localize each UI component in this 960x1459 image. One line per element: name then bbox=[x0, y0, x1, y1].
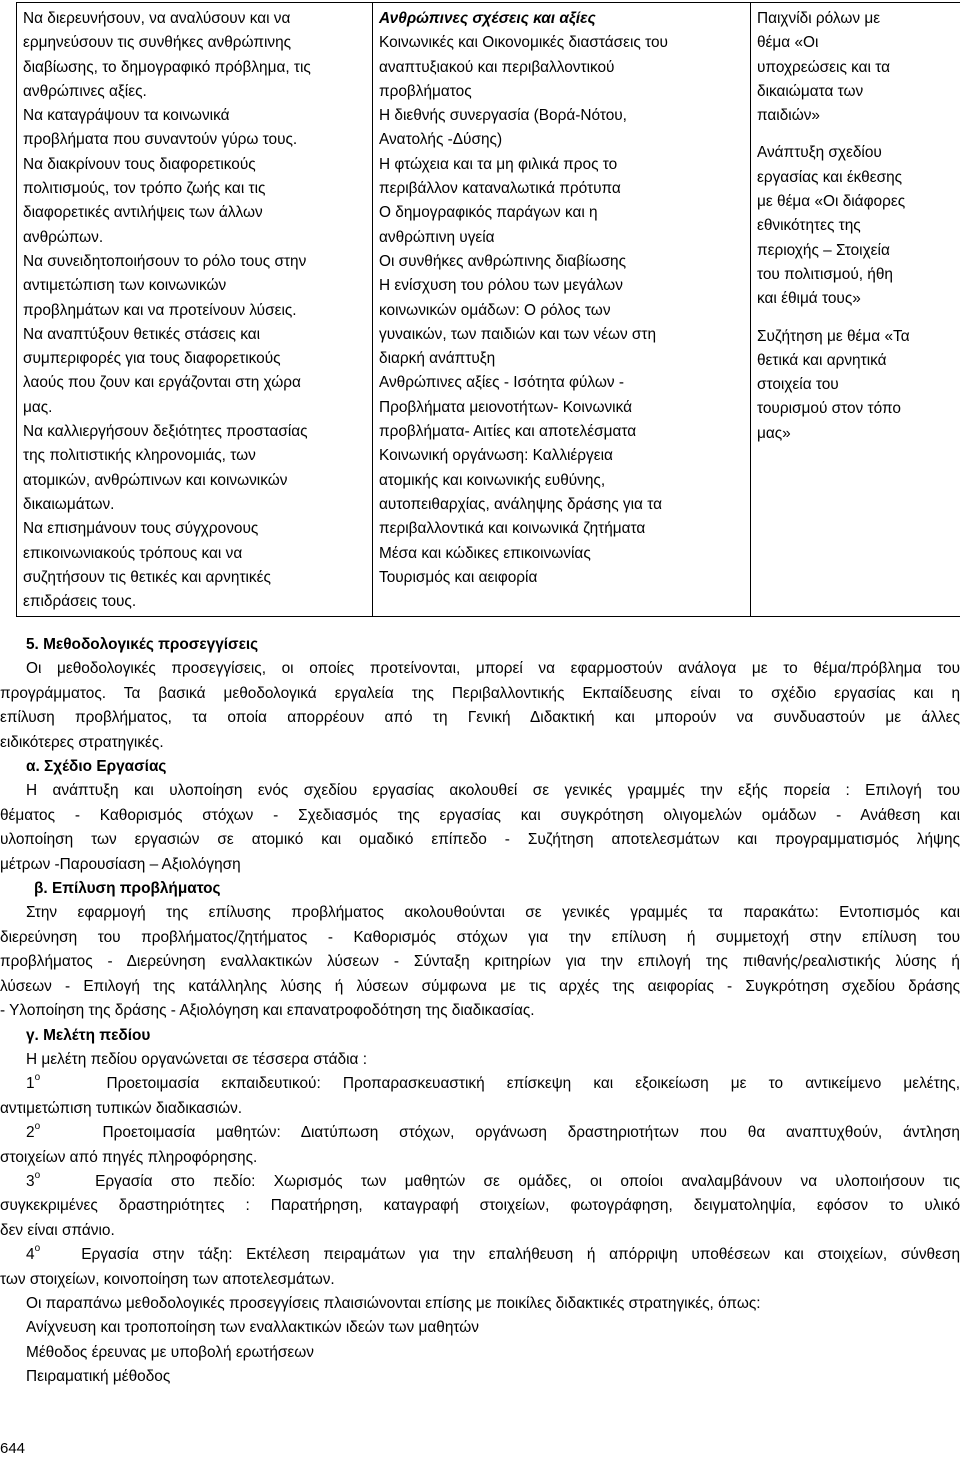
activity-line: υποχρεώσεις και τα bbox=[757, 58, 891, 76]
paragraph-line: μέτρων -Παρουσίαση – Αξιολόγηση bbox=[0, 855, 241, 873]
activity-line: περιοχής – Στοιχεία bbox=[757, 241, 890, 259]
activity-line: του πολιτισμού, ήθη bbox=[757, 265, 893, 283]
stage-text: αντιμετώπιση τυπικών διαδικασιών. bbox=[0, 1099, 243, 1117]
objective-line: επιδράσεις τους. bbox=[23, 593, 137, 611]
stage-text: Εργασία στην τάξη: Εκτέλεση πειραμάτων για την επαλήθευση ή απόρριψη υποθέσεων και στοιχείων, σύνθεση bbox=[81, 1246, 960, 1264]
activity-line: Ανάπτυξη σχεδίου bbox=[757, 144, 882, 162]
paragraph-line: ειδικότερες στρατηγικές. bbox=[0, 733, 164, 751]
topic-line: αυτοπειθαρχίας, ανάληψης δράσης για τα bbox=[379, 495, 662, 513]
stage-line bbox=[0, 1170, 960, 1194]
field-study-heading: γ. Μελέτη πεδίου bbox=[26, 1026, 151, 1044]
topic-line: ατομικής και κοινωνικής ευθύνης, bbox=[379, 471, 606, 489]
objective-line: ανθρώπινες αξίες. bbox=[23, 82, 147, 100]
objective-line: προβλήματα που συναντούν γύρω τους. bbox=[23, 131, 298, 149]
activity-role-play bbox=[757, 7, 958, 128]
content-table bbox=[16, 2, 960, 617]
topic-line: προβλήματος bbox=[379, 82, 472, 100]
topic-line: Ανθρώπινες αξίες - Ισότητα φύλων - bbox=[379, 374, 625, 392]
objective-line: συμπεριφορές για τους διαφορετικούς bbox=[23, 350, 281, 368]
strategy-item: Ανίχνευση και τροποποίηση των εναλλακτικών ιδεών των μαθητών bbox=[26, 1319, 479, 1337]
objective-line: δικαιωμάτων. bbox=[23, 495, 115, 513]
activity-line: δικαιώματα των bbox=[757, 82, 864, 100]
objective-line: επικοινωνιακούς τρόπους και να bbox=[23, 544, 243, 562]
objectives-column bbox=[17, 3, 373, 617]
closing-text: Οι παραπάνω μεθοδολογικές προσεγγίσεις πλαισιώνονται επίσης με ποικίλες διδακτικές στρατηγικές, όπως: bbox=[26, 1294, 761, 1312]
page-number: 644 bbox=[0, 1440, 26, 1457]
topic-line: Η φτώχεια και τα μη φιλικά προς το bbox=[379, 155, 618, 173]
project-body bbox=[0, 779, 960, 877]
activity-line: εργασίας και έκθεσης bbox=[757, 168, 903, 186]
topic-line: διαρκή ανάπτυξη bbox=[379, 350, 496, 368]
topic-line: Η ενίσχυση του ρόλου των μεγάλων bbox=[379, 277, 623, 295]
objective-line: Να καλλιεργήσουν δεξιότητες προστασίας bbox=[23, 423, 308, 441]
objective-line: Να διακρίνουν τους διαφορετικούς bbox=[23, 155, 256, 173]
problem-solving-body bbox=[0, 901, 960, 1023]
methodology-section bbox=[0, 633, 960, 1390]
topic-line: Προβλήματα μειονοτήτων- Κοινωνικά bbox=[379, 398, 632, 416]
topic-line: Η διεθνής συνεργασία (Βορά-Νότου, bbox=[379, 107, 627, 125]
stage-line bbox=[0, 1121, 960, 1145]
strategy-item: Πειραματική μέθοδος bbox=[26, 1368, 171, 1386]
section-heading: 5. Μεθοδολογικές προσεγγίσεις bbox=[26, 636, 259, 653]
topic-line: γυναικών, των παιδιών και των νέων στη bbox=[379, 325, 657, 343]
topics-column bbox=[373, 3, 751, 617]
paragraph-line: διερεύνηση του προβλήματος/ζητήματος - Καθορισμός στόχων για την επίλυση ή συμμετοχή στην επίλυση του bbox=[0, 928, 960, 946]
stage-text: στοιχείων από πηγές πληροφόρησης. bbox=[0, 1148, 258, 1166]
topic-line: Κοινωνικές και Οικονομικές διαστάσεις του bbox=[379, 34, 668, 52]
activity-line: και έθιμά τους» bbox=[757, 290, 861, 308]
stage-ordinal: ο bbox=[34, 1121, 41, 1133]
objective-line: ανθρώπων. bbox=[23, 228, 104, 246]
field-study-stages bbox=[0, 1072, 960, 1292]
activity-project bbox=[757, 141, 958, 311]
section-intro bbox=[0, 657, 960, 755]
objective-line: ατομικών, ανθρώπινων και κοινωνικών bbox=[23, 471, 288, 489]
stage-text: Προετοιμασία μαθητών: Διατύπωση στόχων, οργάνωση δραστηριοτήτων που θα αναπτυχθούν, άντληση bbox=[102, 1124, 960, 1142]
paragraph-line: προγράμματος. Τα βασικά μεθοδολογικά εργαλεία της Περιβαλλοντικής Εκπαίδευσης είναι το σχέδιο εργασίας και η bbox=[0, 684, 960, 702]
paragraph-line: επίλυση προβλήματος, τα οποία απορρέουν από τη Γενική Διδακτική και μπορούν να συνδυαστούν με άλλες bbox=[0, 709, 960, 727]
topic-line: περιβαλλοντικά και κοινωνικά ζητήματα bbox=[379, 520, 646, 538]
activity-line: τουρισμού στον τόπο bbox=[757, 400, 901, 418]
paragraph-line: - Υλοποίηση της δράσης - Αξιολόγηση και επανατροφοδότηση της διαδικασίας. bbox=[0, 1002, 535, 1020]
strategy-item: Μέθοδος έρευνας με υποβολή ερωτήσεων bbox=[26, 1343, 314, 1361]
objective-line: πολιτισμούς, τον τρόπο ζωής και τις bbox=[23, 180, 266, 198]
activity-line: θετικά και αρνητικά bbox=[757, 351, 887, 369]
topic-line: ανθρώπινη υγεία bbox=[379, 228, 495, 246]
paragraph-line: προβλήματος - Διερεύνηση εναλλακτικών λύσεων - Σύνταξη κριτηρίων για την επιλογή της πιθανής/ρεαλιστικής λύσης ή bbox=[0, 953, 960, 971]
activity-line: Παιχνίδι ρόλων με bbox=[757, 10, 881, 27]
stage-number: 3 bbox=[26, 1172, 35, 1190]
activity-line: Συζήτηση με θέμα «Τα bbox=[757, 327, 910, 345]
activity-line: με θέμα «Οι διάφορες bbox=[757, 193, 906, 211]
topic-line: Τουρισμός και αειφορία bbox=[379, 568, 538, 586]
objective-line: διαβίωσης, το δημογραφικό πρόβλημα, τις bbox=[23, 58, 311, 76]
stage-ordinal: ο bbox=[34, 1072, 41, 1084]
activity-line: παιδιών» bbox=[757, 107, 820, 125]
field-study-intro: Η μελέτη πεδίου οργανώνεται σε τέσσερα στάδια : bbox=[26, 1050, 367, 1068]
objective-line: Να αναπτύξουν θετικές στάσεις και bbox=[23, 325, 261, 343]
stage-ordinal: ο bbox=[34, 1169, 41, 1181]
stage-number: 1 bbox=[26, 1075, 35, 1093]
topics-list bbox=[379, 31, 744, 590]
problem-solving-heading: β. Επίλυση προβλήματος bbox=[34, 880, 221, 898]
objective-line: διαφορετικές αντιλήψεις των άλλων bbox=[23, 204, 263, 222]
topic-line: κοινωνικών ομάδων: Ο ρόλος των bbox=[379, 301, 611, 319]
objective-line: λαούς που ζουν και εργάζονται στη χώρα bbox=[23, 374, 301, 392]
stage-text: δεν είναι σπάνιο. bbox=[0, 1221, 115, 1239]
topic-line: προβλήματα- Αιτίες και αποτελέσματα bbox=[379, 423, 637, 441]
stage-text: Προετοιμασία εκπαιδευτικού: Προπαρασκευαστική επίσκεψη και εξοικείωση με το αντικείμενο μελέτης, bbox=[106, 1075, 960, 1093]
objective-line: Να καταγράψουν τα κοινωνικά bbox=[23, 107, 230, 125]
topic-line: περιβάλλον καταναλωτικά πρότυπα bbox=[379, 180, 621, 198]
objectives-list bbox=[23, 7, 366, 614]
objective-line: συζητήσουν τις θετικές και αρνητικές bbox=[23, 568, 271, 586]
stage-text: συγκεκριμένες δραστηριότητες : Παρατήρηση, καταγραφή στοιχείων, φωτογράφηση, δειγματοληψία, εφόσον το υλικό bbox=[0, 1197, 960, 1215]
topic-line: αναπτυξιακού και περιβαλλοντικού bbox=[379, 58, 615, 76]
activity-line: εθνικότητες της bbox=[757, 217, 861, 235]
activity-line: στοιχεία του bbox=[757, 376, 839, 394]
paragraph-line: λύσεων - Επιλογή της κατάλληλης λύσης ή λύσεων σύμφωνα με τις αρχές της αειφορίας - Συγκρότηση σχεδίου δράσης bbox=[0, 977, 960, 995]
objective-line: της πολιτιστικής κληρονομιάς, των bbox=[23, 447, 256, 465]
stage-text: των στοιχείων, κοινοποίηση των αποτελεσμάτων. bbox=[0, 1270, 335, 1288]
topic-line: Κοινωνική οργάνωση: Καλλιέργεια bbox=[379, 447, 613, 465]
stage-number: 2 bbox=[26, 1124, 35, 1142]
objective-line: Να συνειδητοποιήσουν το ρόλο τους στην bbox=[23, 252, 307, 270]
topic-line: Ο δημογραφικός παράγων και η bbox=[379, 204, 598, 222]
topic-line: Οι συνθήκες ανθρώπινης διαβίωσης bbox=[379, 252, 626, 270]
paragraph-line: Οι μεθοδολογικές προσεγγίσεις, οι οποίες προτείνονται, μπορεί να εφαρμοστούν ανάλογα με το θέμα/πρόβλημα του bbox=[26, 660, 960, 678]
objective-line: μας. bbox=[23, 398, 53, 416]
objective-line: προβλημάτων και να προτείνουν λύσεις. bbox=[23, 301, 297, 319]
project-heading: α. Σχέδιο Εργασίας bbox=[26, 758, 167, 776]
objective-line: αντιμετώπιση των κοινωνικών bbox=[23, 277, 227, 295]
activity-discussion bbox=[757, 325, 958, 446]
stage-line bbox=[0, 1072, 960, 1096]
stage-text: Εργασία στο πεδίο: Χωρισμός των μαθητών σε ομάδες, οι οποίοι αναλαμβάνουν να υλοποιήσουν τις bbox=[95, 1172, 960, 1190]
objective-line: Να επισημάνουν τους σύγχρονους bbox=[23, 520, 259, 538]
activity-line: θέμα «Οι bbox=[757, 34, 819, 52]
activity-line: μας» bbox=[757, 424, 791, 442]
topics-heading: Ανθρώπινες σχέσεις και αξίες bbox=[379, 10, 596, 27]
stage-ordinal: ο bbox=[34, 1243, 41, 1255]
paragraph-line: Στην εφαρμογή της επίλυσης προβλήματος ακολουθούνται σε γενικές γραμμές τα παρακάτω: Εντοπισμός και bbox=[26, 904, 960, 922]
topic-line: Μέσα και κώδικες επικοινωνίας bbox=[379, 544, 591, 562]
objective-line: Να διερευνήσουν, να αναλύσουν και να bbox=[23, 10, 291, 27]
paragraph-line: θέματος - Καθορισμός στόχων - Σχεδιασμός της εργασίας και συγκρότηση ολιγομελών ομάδων - Ανάθεση και bbox=[0, 806, 960, 824]
paragraph-line: υλοποίηση των εργασιών σε ατομικό και ομαδικό επίπεδο - Συζήτηση αποτελεσμάτων και προγραμματισμός λήψης bbox=[0, 831, 960, 849]
activities-column bbox=[751, 3, 960, 617]
objective-line: ερμηνεύσουν τις συνθήκες ανθρώπινης bbox=[23, 34, 292, 52]
strategies-list bbox=[0, 1316, 960, 1389]
stage-number: 4 bbox=[26, 1246, 35, 1264]
topic-line: Ανατολής -Δύσης) bbox=[379, 131, 503, 149]
paragraph-line: Η ανάπτυξη και υλοποίηση ενός σχεδίου εργασίας ακολουθεί σε γενικές γραμμές την εξής πορεία : Επιλογή του bbox=[26, 782, 960, 800]
stage-line bbox=[0, 1243, 960, 1267]
